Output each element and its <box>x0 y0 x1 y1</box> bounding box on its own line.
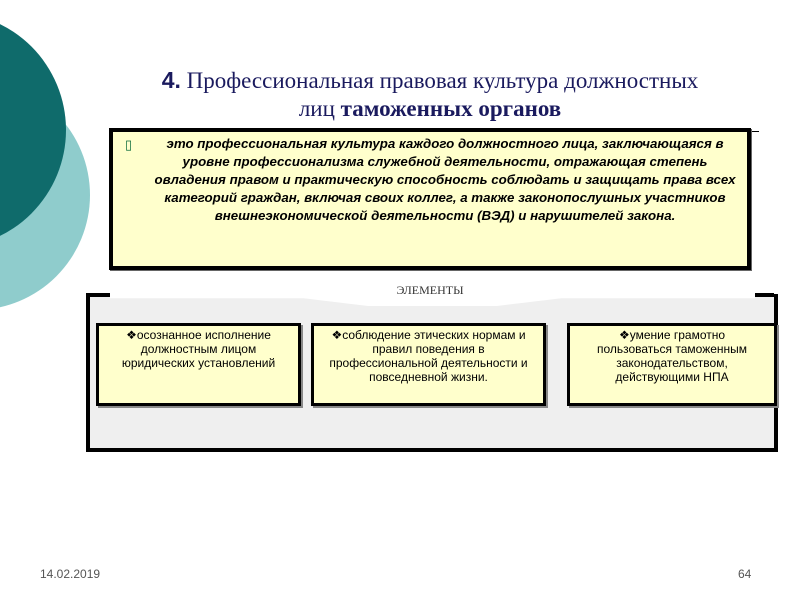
frame-corner-left <box>86 293 111 297</box>
page-number: 64 <box>738 567 752 581</box>
element-text: умение грамотно пользоваться таможенным законодательством, действующими НПА <box>596 328 748 384</box>
diamond-bullet-icon: ❖ <box>618 328 630 342</box>
element-text: осознанное исполнение должностным лицом юридических установлений <box>121 328 276 370</box>
element-box-3 <box>567 323 777 406</box>
element-box-2 <box>311 323 546 406</box>
frame-corner-right <box>753 293 774 297</box>
element-box-1 <box>96 323 301 406</box>
elements-label: ЭЛЕМЕНТЫ <box>396 283 464 297</box>
title-number: 4. <box>161 67 181 93</box>
title-line2b: таможенных органов <box>340 96 562 121</box>
bullet-icon: ▯ <box>125 137 133 152</box>
title-line2a: лиц <box>298 96 335 121</box>
decor-circles <box>0 0 100 320</box>
element-text: соблюдение этических нормам и правил поведения в профессиональной деятельности и повседневной жизни. <box>329 328 528 384</box>
definition-text: это профессиональная культура каждого должностного лица, заключающаяся в уровне профессионализма служебной деятельности, отражающая степень овладения правом и практическую способность соблюдать и защищать права всех категорий граждан, включая своих коллег, а также законопослушных участников внешнеэкономической деятельности (ВЭД) и нарушителей закона. <box>154 136 736 223</box>
slide-title <box>100 66 760 123</box>
diamond-bullet-icon: ❖ <box>331 328 343 342</box>
title-line1: Профессиональная правовая культура должностных <box>186 68 699 93</box>
diamond-bullet-icon: ❖ <box>126 328 137 342</box>
definition-box <box>109 128 751 270</box>
footer-date: 14.02.2019 <box>40 567 101 581</box>
